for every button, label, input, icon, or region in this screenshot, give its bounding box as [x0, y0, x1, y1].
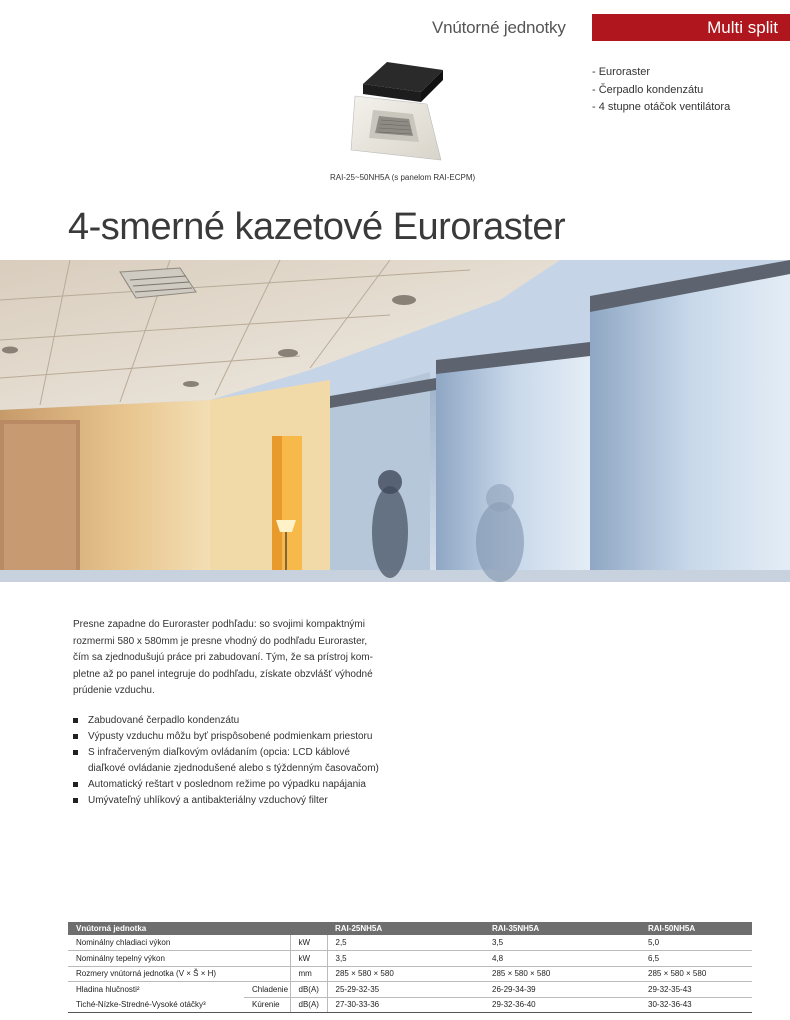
- benefit-item: [73, 713, 413, 729]
- benefit-item: [73, 729, 413, 745]
- benefit-text: Zabudované čerpadlo kondenzátu: [88, 715, 240, 726]
- spec-value: 3,5: [327, 951, 484, 967]
- spec-value: 2,5: [327, 935, 484, 951]
- spec-label: Nominálny tepelný výkon: [68, 951, 290, 967]
- spec-value: 285 × 580 × 580: [327, 966, 484, 982]
- spec-unit: kW: [290, 951, 327, 967]
- spec-value: 5,0: [640, 935, 752, 951]
- spec-value: 4,8: [484, 951, 640, 967]
- benefit-text: S infračerveným diaľkovým ovládaním (opcia: LCD káblové: [88, 747, 350, 758]
- spec-unit: dB(A): [290, 982, 327, 998]
- spec-header-cell: Vnútorná jednotka: [68, 922, 327, 935]
- cassette-unit-image: [343, 56, 459, 164]
- spec-header-cell: RAI-50NH5A: [640, 922, 752, 935]
- spec-header-cell: RAI-25NH5A: [327, 922, 484, 935]
- benefit-item: [73, 793, 413, 809]
- spec-header-cell: RAI-35NH5A: [484, 922, 640, 935]
- spec-value: 285 × 580 × 580: [484, 966, 640, 982]
- spec-row: [68, 951, 752, 967]
- feature-item: - 4 stupne otáčok ventilátora: [592, 101, 731, 113]
- spec-sublabel: Chladenie: [244, 982, 290, 998]
- intro-line: Presne zapadne do Euroraster podhľadu: so svojimi kompaktnými: [73, 619, 365, 630]
- spec-value: 285 × 580 × 580: [640, 966, 752, 982]
- spec-table: [68, 922, 752, 1013]
- spec-value: 25-29-32-35: [327, 982, 484, 998]
- feature-item: - Čerpadlo kondenzátu: [592, 83, 704, 96]
- product-caption: RAI-25~50NH5A (s panelom RAI-ECPM): [330, 173, 476, 182]
- category-badge: Multi split: [592, 14, 790, 41]
- page-title: 4-smerné kazetové Euroraster: [68, 206, 566, 248]
- bullet-square-icon: [73, 798, 78, 803]
- bullet-square-icon: [73, 782, 78, 787]
- bullet-square-icon: [73, 734, 78, 739]
- spec-unit: mm: [290, 966, 327, 982]
- spec-value: 6,5: [640, 951, 752, 967]
- spec-label: Hladina hlučnosti²: [76, 985, 140, 994]
- benefit-list: [73, 713, 413, 809]
- bullet-square-icon: [73, 750, 78, 755]
- spec-row: [68, 997, 752, 1013]
- spec-unit: kW: [290, 935, 327, 951]
- benefit-text: Výpusty vzduchu môžu byť prispôsobené podmienkam priestoru: [88, 731, 373, 742]
- spec-unit: dB(A): [290, 997, 327, 1013]
- spec-value: 26-29-34-39: [484, 982, 640, 998]
- spec-label: Nominálny chladiaci výkon: [68, 935, 290, 951]
- spec-value: 27-30-33-36: [327, 997, 484, 1013]
- spec-value: 30-32-36-43: [640, 997, 752, 1013]
- benefit-text: diaľkové ovládanie zjednodušené alebo s týždenným časovačom): [88, 763, 379, 774]
- spec-value: 29-32-35-43: [640, 982, 752, 998]
- feature-item: - Euroraster: [592, 66, 651, 78]
- benefit-text: Umývateľný uhlíkový a antibakteriálny vzduchový filter: [88, 795, 328, 806]
- section-title: Vnútorné jednotky: [432, 18, 566, 37]
- office-interior-photo: [0, 260, 790, 582]
- spec-row: [68, 966, 752, 982]
- intro-paragraph: [73, 617, 403, 700]
- spec-sublabel: Kúrenie: [244, 997, 290, 1013]
- benefit-item: [73, 777, 413, 793]
- spec-value: 3,5: [484, 935, 640, 951]
- bullet-square-icon: [73, 718, 78, 723]
- spec-header-row: [68, 922, 752, 935]
- intro-line: pletne až po panel integruje do podhľadu, získate obzvlášť výhodné: [73, 668, 373, 680]
- spec-value: 29-32-36-40: [484, 997, 640, 1013]
- spec-row: [68, 935, 752, 951]
- spec-label: Tiché-Nízke-Stredné-Vysoké otáčky³: [68, 997, 244, 1013]
- spec-label: Rozmery vnútorná jednotka (V × Š × H): [68, 966, 290, 982]
- benefit-item: [73, 745, 413, 777]
- benefit-text: Automatický reštart v poslednom režime po výpadku napájania: [88, 779, 366, 790]
- spec-row: [68, 982, 752, 998]
- feature-list: [592, 64, 730, 117]
- intro-line: prúdenie vzduchu.: [73, 685, 155, 697]
- intro-line: rozmermi 580 x 580mm je presne vhodný do podhľadu Euroraster,: [73, 635, 368, 647]
- intro-line: čím sa zjednodušujú práce pri zabudovaní. Tým, že sa prístroj kom-: [73, 652, 373, 664]
